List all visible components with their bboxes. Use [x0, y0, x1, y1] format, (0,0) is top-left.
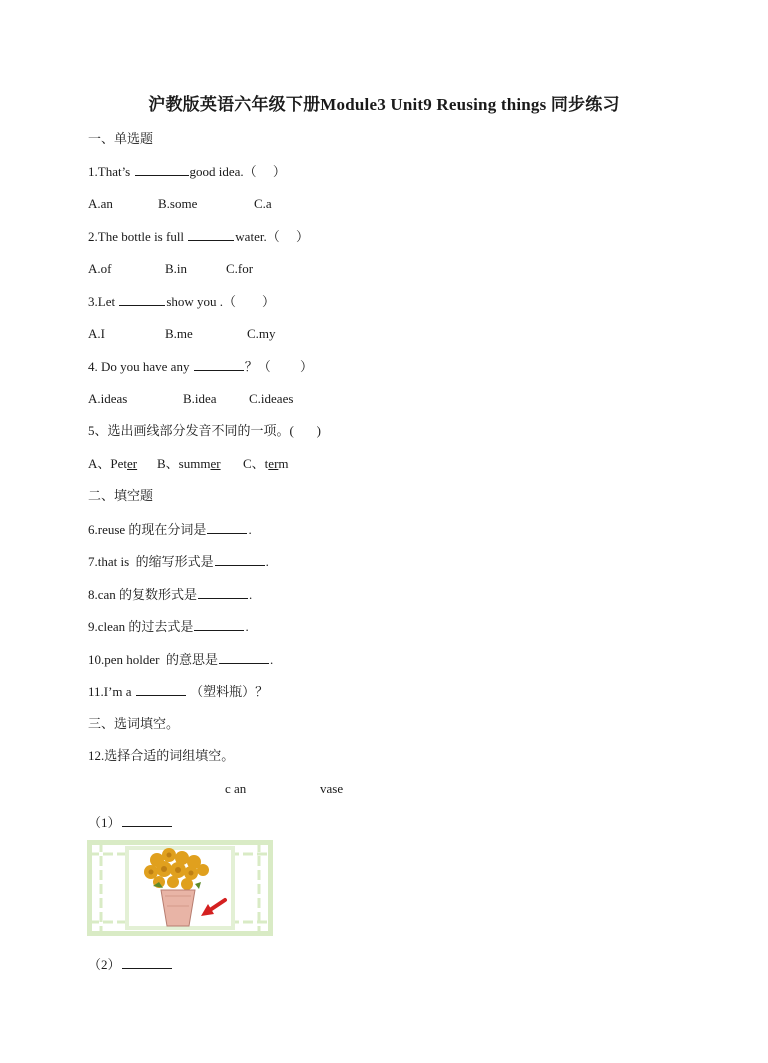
question-7: [88, 552, 269, 571]
page-title: 沪教版英语六年级下册Module3 Unit9 Reusing things 同步练习: [148, 95, 620, 114]
question-3: [88, 292, 275, 311]
q4-option-a[interactable]: A.ideas: [88, 391, 128, 406]
q11-text-post: （塑料瓶）？: [186, 684, 269, 699]
q2-text-post: water.（ ）: [235, 229, 309, 244]
question-12: 12.选择合适的词组填空。: [88, 748, 235, 763]
word-bank-can: c an: [225, 781, 247, 796]
q3-text-pre: 3.Let: [88, 294, 119, 309]
q10-blank[interactable]: [219, 650, 269, 664]
q12-sub-1: [88, 813, 173, 832]
question-10: [88, 650, 273, 669]
q4-option-c[interactable]: C.ideaes: [249, 391, 294, 406]
q1-options: [88, 195, 272, 213]
q3-option-a[interactable]: A.I: [88, 326, 105, 341]
q5-options: [88, 455, 289, 473]
q5-option-c-text: C、t: [243, 456, 269, 471]
q4-text-post: ？（ ）: [244, 359, 313, 374]
q12-sub-1-label: （1）: [88, 815, 121, 830]
q5-option-b-underlined: er: [210, 456, 221, 471]
q12-sub-2-blank[interactable]: [122, 955, 172, 969]
q3-text-post: show you .（ ）: [166, 294, 276, 309]
q8-text-pre: 8.can 的复数形式是: [88, 587, 198, 602]
q1-option-c[interactable]: C.a: [254, 196, 272, 211]
q11-blank[interactable]: [136, 682, 186, 696]
question-5: 5、选出画线部分发音不同的一项。( ): [88, 423, 321, 438]
q1-text-post: good idea.（ ）: [189, 164, 286, 179]
q6-blank[interactable]: [207, 520, 247, 534]
question-1: [88, 162, 286, 181]
q5-option-a[interactable]: [88, 455, 157, 473]
question-4: [88, 357, 313, 376]
q2-option-b[interactable]: B.in: [165, 261, 188, 276]
q3-option-b[interactable]: B.me: [165, 326, 193, 341]
q3-option-c[interactable]: C.my: [247, 326, 276, 341]
q3-blank[interactable]: [119, 292, 165, 306]
section-heading-3: 三、选词填空。: [88, 716, 180, 731]
q9-text-post: .: [245, 619, 249, 634]
q5-option-c-text-end: m: [278, 456, 289, 471]
section-heading-1: 一、单选题: [88, 131, 154, 146]
q12-sub-2-label: （2）: [88, 957, 121, 972]
vase-with-flowers-image: [87, 840, 273, 936]
q2-text-pre: 2.The bottle is full: [88, 229, 188, 244]
question-8: [88, 585, 252, 604]
question-11: [88, 682, 268, 701]
q4-options: [88, 390, 293, 408]
q4-text-pre: 4. Do you have any: [88, 359, 193, 374]
q10-text-pre: 10.pen holder 的意思是: [88, 652, 218, 667]
q2-blank[interactable]: [188, 227, 234, 241]
q2-option-c[interactable]: C.for: [226, 261, 254, 276]
q1-option-b[interactable]: B.some: [158, 196, 198, 211]
q8-blank[interactable]: [198, 585, 248, 599]
q1-blank[interactable]: [135, 162, 189, 176]
q8-text-post: .: [249, 587, 253, 602]
q6-text-post: .: [248, 522, 252, 537]
q9-blank[interactable]: [194, 617, 244, 631]
q12-sub-2: [88, 955, 173, 974]
q4-option-b[interactable]: B.idea: [183, 391, 217, 406]
q4-blank[interactable]: [194, 357, 244, 371]
q3-options: [88, 325, 276, 343]
question-6: [88, 520, 252, 539]
q9-text-pre: 9.clean 的过去式是: [88, 619, 194, 634]
question-9: [88, 617, 249, 636]
word-bank-vase: vase: [320, 781, 344, 796]
q1-text-pre: 1.That’s: [88, 164, 134, 179]
q11-text-pre: 11.I’m a: [88, 684, 135, 699]
q1-option-a[interactable]: A.an: [88, 196, 113, 211]
q7-blank[interactable]: [215, 552, 265, 566]
q7-text-pre: 7.that is 的缩写形式是: [88, 554, 214, 569]
q5-option-a-underlined: er: [127, 456, 138, 471]
q12-sub-1-blank[interactable]: [122, 813, 172, 827]
section-heading-2: 二、填空题: [88, 488, 154, 503]
q5-option-c[interactable]: [243, 455, 289, 473]
q10-text-post: .: [269, 652, 274, 667]
q5-option-b[interactable]: [157, 455, 243, 473]
q5-option-a-text: A、Pet: [88, 456, 128, 471]
question-2: [88, 227, 309, 246]
q6-text-pre: 6.reuse 的现在分词是: [88, 522, 207, 537]
q5-option-c-underlined: er: [268, 456, 279, 471]
q2-options: [88, 260, 253, 278]
q2-option-a[interactable]: A.of: [88, 261, 112, 276]
q7-text-post: .: [265, 554, 269, 569]
q5-option-b-text: B、summ: [157, 456, 211, 471]
